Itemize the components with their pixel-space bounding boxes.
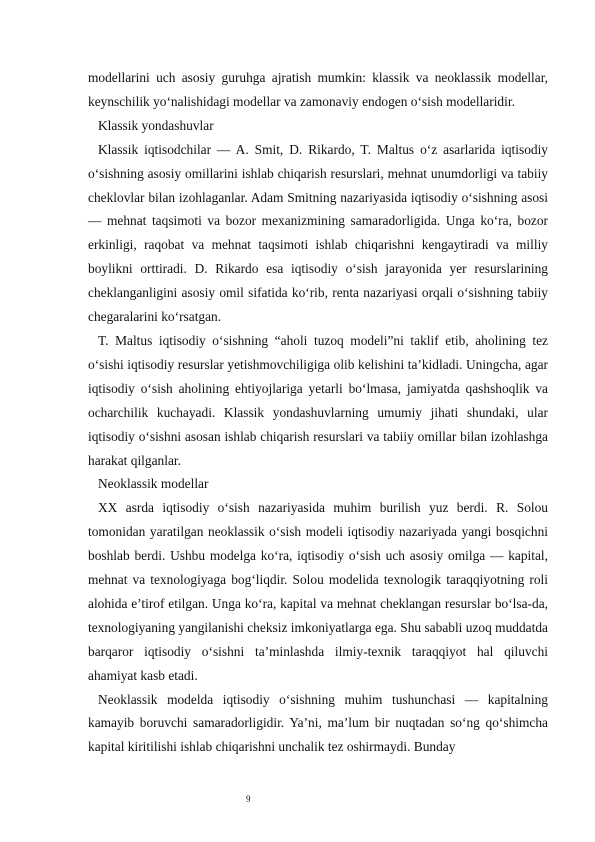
paragraph-kapital: Neoklassik modelda iqtisodiy o‘sishning muhim tushunchasi — kapitalning kamayib boruvchi samaradorligidir. Ya’ni, ma’lum bir nuqtadan so‘ng qo‘shimcha kapital kiritilishi ishlab chiqarishni unchalik tez oshirmaydi. Bunday — [88, 691, 548, 755]
page-number: 9 — [246, 794, 251, 804]
paragraph-klassik-iqtisodchilar: Klassik iqtisodchilar — A. Smit, D. Rikardo, T. Maltus o‘z asarlarida iqtisodiy o‘sishning asosiy omillarini ishlab chiqarish resurslari, mehnat unumdorligi va tabiiy cheklovlar bilan izohlaganlar. Adam Smitning nazariyasida iqtisodiy o‘sishning asosi — mehnat taqsimoti va bozor mexanizmining samaradorligida. Unga ko‘ra, bozor erkinligi, raqobat va mehnat taqsimoti ishlab chiqarishni kengaytiradi va milliy boylikni orttiradi. D. Rikardo esa iqtisodiy o‘sish jarayonida yer resurslarining cheklanganligini asosiy omil sifatida ko‘rib, renta nazariyasi orqali o‘sishning tabiiy chegaralarini ko‘rsatgan. — [88, 141, 548, 325]
paragraph-maltus: T. Maltus iqtisodiy o‘sishning “aholi tuzoq modeli”ni taklif etib, aholining tez o‘sishi iqtisodiy resurslar yetishmovchiligiga olib kelishini ta’kidladi. Uningcha, agar iqtisodiy o‘sish aholining ehtiyojlariga yetarli bo‘lmasa, jamiyatda qashshoqlik va ocharchilik kuchayadi. Klassik yondashuvlarning umumiy jihati shundaki, ular iqtisodiy o‘sishni asosan ishlab chiqarish resurslari va tabiiy omillar bilan izohlashga harakat qilganlar. — [88, 332, 548, 468]
paragraph-intro: modellarini uch asosiy guruhga ajratish mumkin: klassik va neoklassik modellar, keynschilik yo‘nalishidagi modellar va zamonaviy endogen o‘sish modellaridir. — [88, 70, 548, 109]
paragraph-solou: XX asrda iqtisodiy o‘sish nazariyasida muhim burilish yuz berdi. R. Solou tomonidan yaratilgan neoklassik o‘sish modeli iqtisodiy nazariyada yangi bosqichni boshlab berdi. Ushbu modelga ko‘ra, iqtisodiy o‘sish uch asosiy omilga — kapital, mehnat va texnologiyaga bog‘liqdir. Solou modelida texnologik taraqqiyotning roli alohida e’tirof etilgan. Unga ko‘ra, kapital va mehnat cheklangan resurslar bo‘lsa-da, texnologiyaning yangilanishi cheksiz imkoniyatlarga ega. Shu sababli uzoq muddatda barqaror iqtisodiy o‘sishni ta’minlashda ilmiy-texnik taraqqiyot hal qiluvchi ahamiyat kasb etadi. — [88, 500, 548, 683]
document-page — [88, 66, 548, 759]
section-heading-klassik: Klassik yondashuvlar — [98, 117, 214, 133]
section-heading-neoklassik: Neoklassik modellar — [98, 476, 209, 492]
